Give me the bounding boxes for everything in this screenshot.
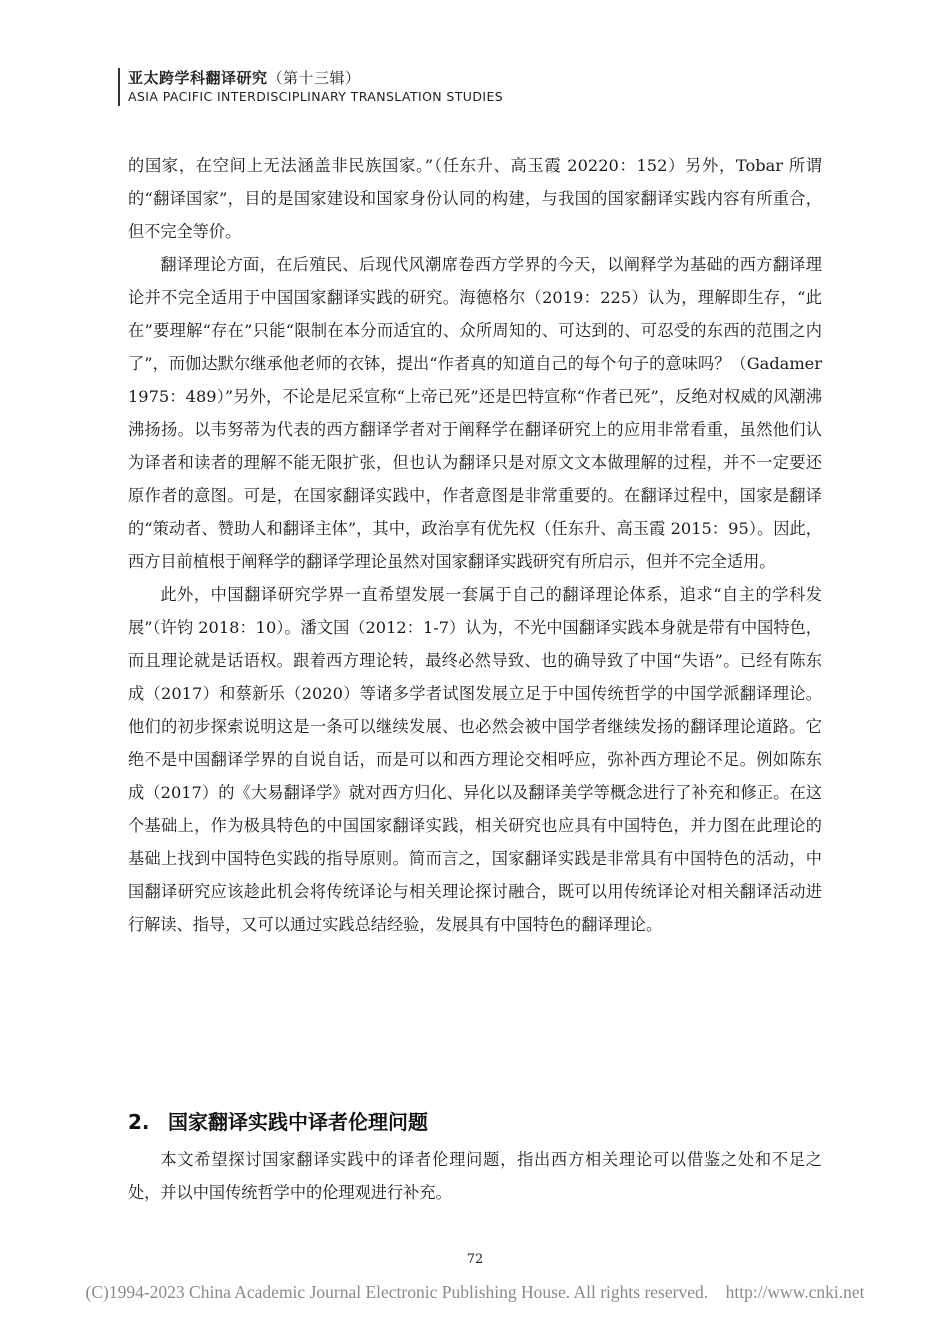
paragraph-chinese-school: 此外，中国翻译研究学界一直希望发展一套属于自己的翻译理论体系，追求“自主的学科发展”（许钧 2018：10）。潘文国（2012：1-7）认为，不光中国翻译实践本身就是带有中国特色，而且理论就是话语权。跟着西方理论转，最终必然导致、也的确导致了中国“失语”。已经有陈东成（2017）和蔡新乐（2020）等诸多学者试图发展立足于中国传统哲学的中国学派翻译理论。他们的初步探索说明这是一条可以继续发展、也必然会被中国学者继续发扬的翻译理论道路。它绝不是中国翻译学界的自说自话，而是可以和西方理论交相呼应，弥补西方理论不足。例如陈东成（2017）的《大易翻译学》就对西方归化、异化以及翻译美学等概念进行了补充和修正。在这个基础上，作为极具特色的中国国家翻译实践，相关研究也应具有中国特色，并力图在此理论的基础上找到中国特色实践的指导原则。简而言之，国家翻译实践是非常具有中国特色的活动，中国翻译研究应该趁此机会将传统译论与相关理论探讨融合，既可以用传统译论对相关翻译活动进行解读、指导，又可以通过实践总结经验，发展具有中国特色的翻译理论。: [128, 585, 822, 934]
journal-title-cn: [128, 68, 503, 88]
journal-volume: （第十三辑）: [267, 69, 361, 87]
section-title: 国家翻译实践中译者伦理问题: [168, 1110, 428, 1134]
journal-title-en: ASIA PACIFIC INTERDISCIPLINARY TRANSLATION STUDIES: [128, 89, 504, 104]
section-body: [128, 1143, 822, 1209]
paragraph-theory: 翻译理论方面，在后殖民、后现代风潮席卷西方学界的今天，以阐释学为基础的西方翻译理论并不完全适用于中国国家翻译实践的研究。海德格尔（2019：225）认为，理解即生存，“此在”要理解“存在”只能“限制在本分而适宜的、众所周知的、可达到的、可忍受的东西的范围之内了”，而伽达默尔继承他老师的衣钵，提出“作者真的知道自己的每个句子的意味吗？（Gadamer 1975：489）”另外，不论是尼采宣称“上帝已死”还是巴特宣称“作者已死”，反绝对权威的风潮沸沸扬扬。以韦努蒂为代表的西方翻译学者对于阐释学在翻译研究上的应用非常看重，虽然他们认为译者和读者的理解不能无限扩张，但也认为翻译只是对原文文本做理解的过程，并不一定要还原作者的意图。可是，在国家翻译实践中，作者意图是非常重要的。在翻译过程中，国家是翻译的“策动者、赞助人和翻译主体”，其中，政治享有优先权（任东升、高玉霞 2015：95）。因此，西方目前植根于阐释学的翻译学理论虽然对国家翻译实践研究有所启示，但并不完全适用。: [128, 255, 822, 571]
journal-title-cn-text: 亚太跨学科翻译研究: [128, 69, 268, 87]
body-text: [128, 149, 822, 941]
running-head: [118, 68, 503, 106]
copyright-footer: (C)1994-2023 China Academic Journal Electronic Publishing House. All rights reserved. http://www.cnki.net: [85, 1282, 865, 1302]
page-number: 72: [466, 1252, 484, 1267]
paragraph-continued: 的国家，在空间上无法涵盖非民族国家。”（任东升、高玉霞 20220：152）另外，Tobar 所谓的“翻译国家”，目的是国家建设和国家身份认同的构建，与我国的国家翻译实践内容有所重合，但不完全等价。: [128, 156, 822, 241]
section-paragraph: 本文希望探讨国家翻译实践中的译者伦理问题，指出西方相关理论可以借鉴之处和不足之处，并以中国传统哲学中的伦理观进行补充。: [128, 1150, 822, 1202]
section-heading: [128, 1104, 822, 1140]
section-number: 2.: [128, 1110, 150, 1134]
